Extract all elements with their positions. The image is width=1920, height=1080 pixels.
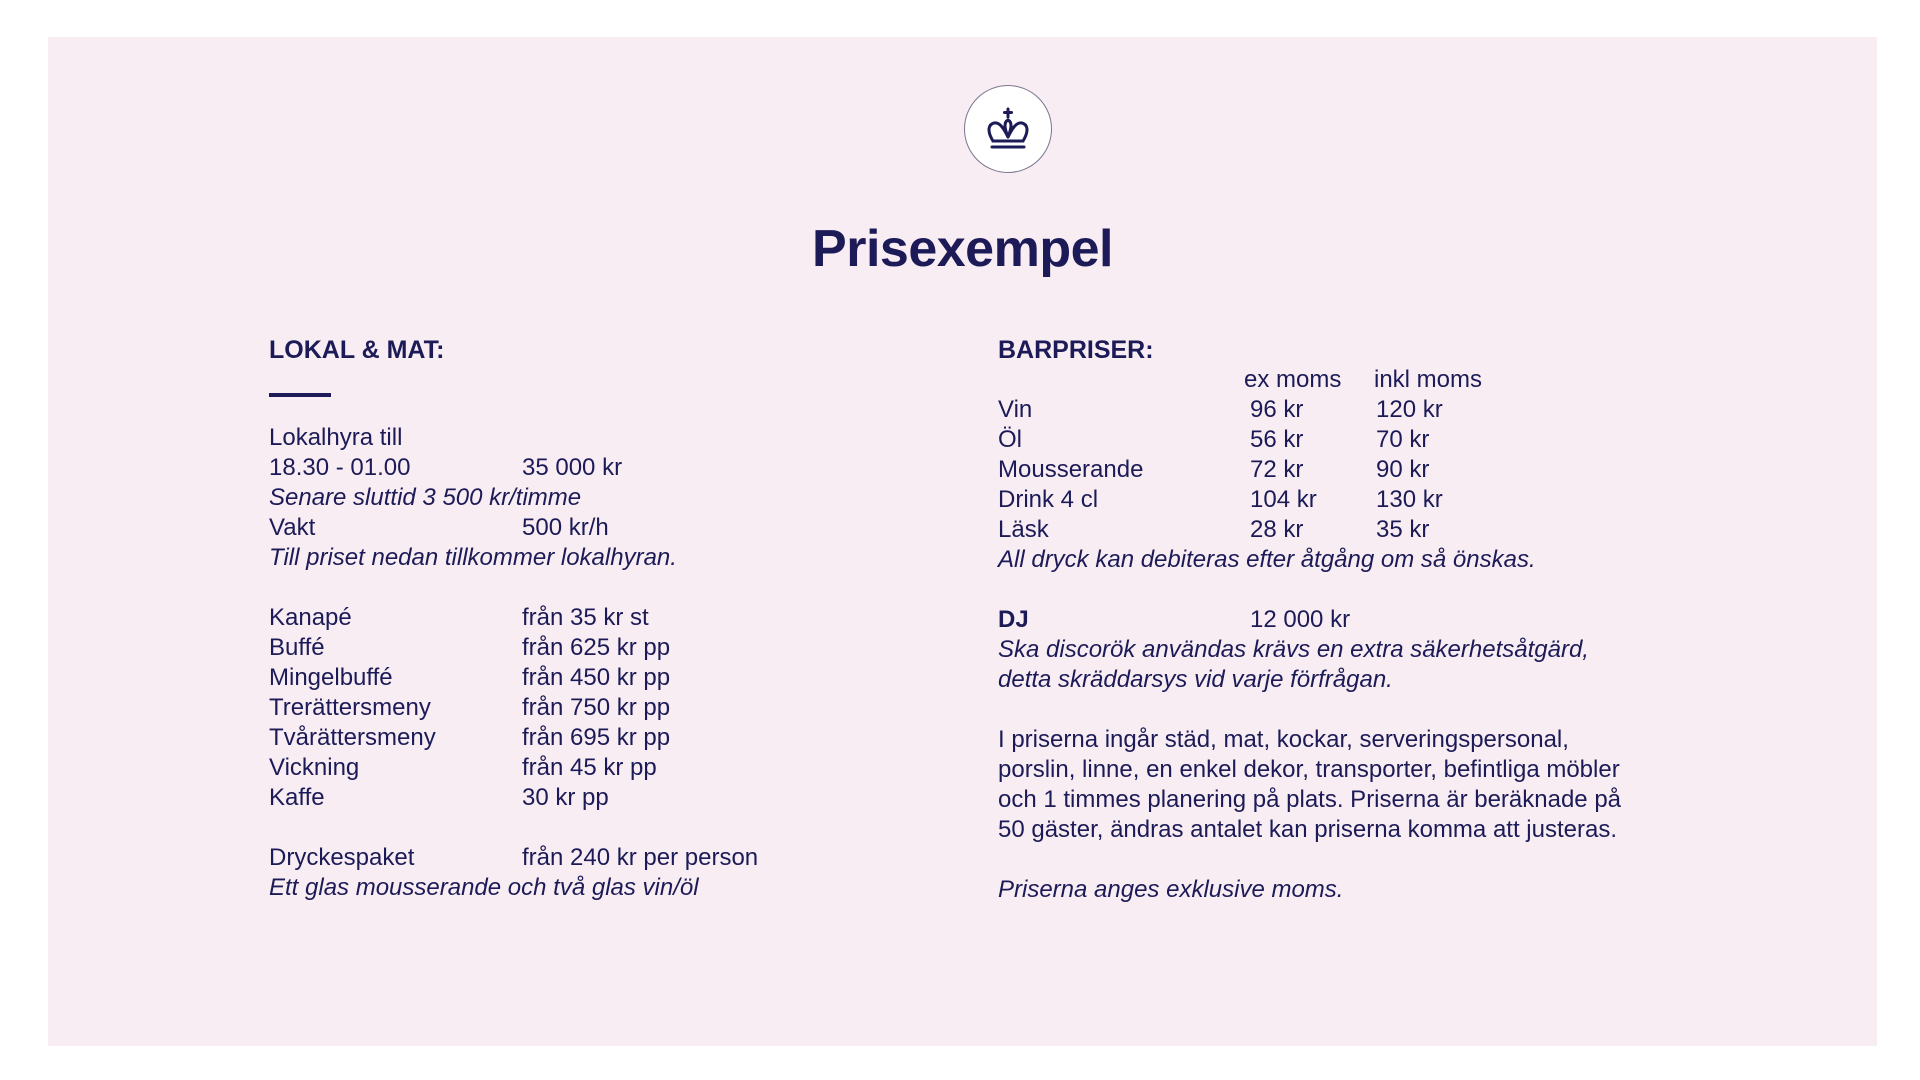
bar-column-headers	[998, 365, 1698, 395]
food-price: från 450 kr pp	[522, 664, 671, 691]
food-price: från 35 kr st	[522, 604, 649, 631]
food-item: Buffé	[269, 634, 325, 661]
bar-inkl: 70 kr	[1376, 426, 1430, 453]
left-column	[269, 335, 909, 903]
bar-note: All dryck kan debiteras efter åtgång om så önskas.	[998, 546, 1536, 573]
info-line-1: I priserna ingår städ, mat, kockar, serveringspersonal,	[998, 726, 1569, 753]
logo	[964, 85, 1052, 173]
drinks-note: Ett glas mousserande och två glas vin/öl	[269, 874, 699, 901]
right-heading: BARPRISER:	[998, 336, 1154, 364]
bar-inkl: 90 kr	[1376, 456, 1430, 483]
list-item	[269, 753, 909, 783]
food-item: Kaffe	[269, 784, 325, 811]
col-ex-header: ex moms	[1244, 366, 1342, 393]
bar-ex: 72 kr	[1250, 456, 1304, 483]
bar-ex: 56 kr	[1250, 426, 1304, 453]
rent-price: 35 000 kr	[522, 454, 623, 481]
crown-icon	[984, 107, 1032, 151]
rent-label: Lokalhyra till	[269, 424, 403, 451]
food-price: från 625 kr pp	[522, 634, 671, 661]
guard-label: Vakt	[269, 514, 316, 541]
rent-addon-note: Till priset nedan tillkommer lokalhyran.	[269, 544, 677, 571]
bar-inkl: 130 kr	[1376, 486, 1443, 513]
food-item: Kanapé	[269, 604, 352, 631]
food-item: Mingelbuffé	[269, 664, 393, 691]
left-heading: LOKAL & MAT:	[269, 336, 445, 364]
bar-inkl: 35 kr	[1376, 516, 1430, 543]
drinks-row	[269, 843, 909, 873]
food-price: 30 kr pp	[522, 784, 609, 811]
list-item	[269, 723, 909, 753]
list-item	[269, 663, 909, 693]
food-price: från 750 kr pp	[522, 694, 671, 721]
dj-note-line-1: Ska discorök användas krävs en extra säkerhetsåtgärd,	[998, 636, 1589, 663]
food-item: Trerättersmeny	[269, 694, 431, 721]
price-card	[48, 37, 1877, 1046]
drinks-label: Dryckespaket	[269, 844, 415, 871]
dj-note-line-2: detta skräddarsys vid varje förfrågan.	[998, 666, 1393, 693]
info-line-4: 50 gäster, ändras antalet kan priserna komma att justeras.	[998, 816, 1617, 843]
right-column	[998, 335, 1698, 905]
heading-underline	[269, 393, 331, 397]
info-line-3: och 1 timmes planering på plats. Priserna är beräknade på	[998, 786, 1622, 813]
bar-item: Mousserande	[998, 456, 1144, 483]
table-row	[998, 395, 1698, 425]
food-price: från 695 kr pp	[522, 724, 671, 751]
page-title: Prisexempel	[812, 220, 1113, 278]
food-list	[269, 603, 909, 813]
drinks-price: från 240 kr per person	[522, 844, 759, 871]
bar-item: Vin	[998, 396, 1033, 423]
bar-item: Öl	[998, 426, 1022, 453]
bar-ex: 104 kr	[1250, 486, 1317, 513]
bar-list	[998, 395, 1698, 545]
guard-price: 500 kr/h	[522, 514, 609, 541]
col-inkl-header: inkl moms	[1374, 366, 1483, 393]
rent-note: Senare sluttid 3 500 kr/timme	[269, 484, 582, 511]
table-row	[998, 455, 1698, 485]
table-row	[998, 515, 1698, 545]
guard-row	[269, 513, 909, 543]
bar-ex: 28 kr	[1250, 516, 1304, 543]
food-item: Tvårättersmeny	[269, 724, 436, 751]
info-paragraph	[998, 725, 1698, 845]
bar-item: Drink 4 cl	[998, 486, 1099, 513]
list-item	[269, 633, 909, 663]
table-row	[998, 425, 1698, 455]
rent-row	[269, 453, 909, 483]
dj-label: DJ	[998, 606, 1029, 633]
list-item	[269, 603, 909, 633]
table-row	[998, 485, 1698, 515]
rent-label-row	[269, 423, 909, 453]
dj-row	[998, 605, 1698, 635]
list-item	[269, 783, 909, 813]
bar-ex: 96 kr	[1250, 396, 1304, 423]
food-item: Vickning	[269, 754, 360, 781]
bar-inkl: 120 kr	[1376, 396, 1443, 423]
food-price: från 45 kr pp	[522, 754, 657, 781]
info-line-2: porslin, linne, en enkel dekor, transporter, befintliga möbler	[998, 756, 1620, 783]
rent-time: 18.30 - 01.00	[269, 454, 411, 481]
bar-item: Läsk	[998, 516, 1049, 543]
vat-note: Priserna anges exklusive moms.	[998, 876, 1344, 903]
dj-price: 12 000 kr	[1250, 606, 1351, 633]
list-item	[269, 693, 909, 723]
